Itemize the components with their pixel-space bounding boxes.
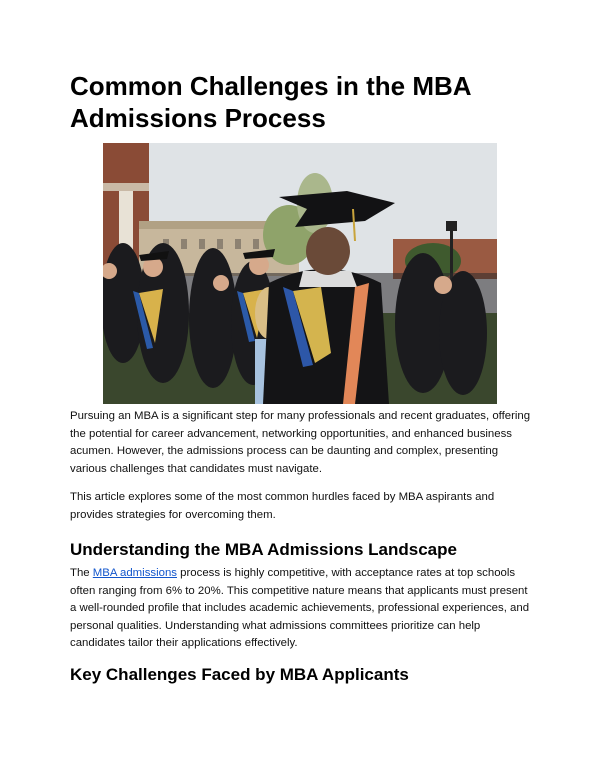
mba-admissions-link[interactable]: MBA admissions <box>92 567 177 579</box>
graduation-photo <box>103 143 497 404</box>
overview-paragraph: This article explores some of the most common hurdles faced by MBA aspirants and provides strategies for overcoming them. <box>70 491 495 521</box>
landscape-paragraph <box>70 565 535 653</box>
heading-key-challenges: Key Challenges Faced by MBA Applicants <box>70 665 409 684</box>
page-title: Common Challenges in the MBA Admissions Process <box>70 71 471 133</box>
landscape-text-suffix: process is highly competitive, with acceptance rates at top schools often ranging from 6% to 20%. This competitive nature means that applicants must present a well-rounded profile that includes academic achievements, professional experiences, and personal qualities. Understanding what admissions committees prioritize can help candidates tailor their applications effectively. <box>70 567 530 650</box>
heading-admissions-landscape: Understanding the MBA Admissions Landscape <box>70 540 457 559</box>
intro-paragraph: Pursuing an MBA is a significant step for many professionals and recent graduates, offering the potential for career advancement, networking opportunities, and enhanced business acumen. However, the admissions process can be daunting and complex, presenting various challenges that candidates must navigate. <box>70 410 531 475</box>
graduation-photo-illustration <box>103 143 497 404</box>
landscape-text-prefix: The <box>70 567 93 579</box>
